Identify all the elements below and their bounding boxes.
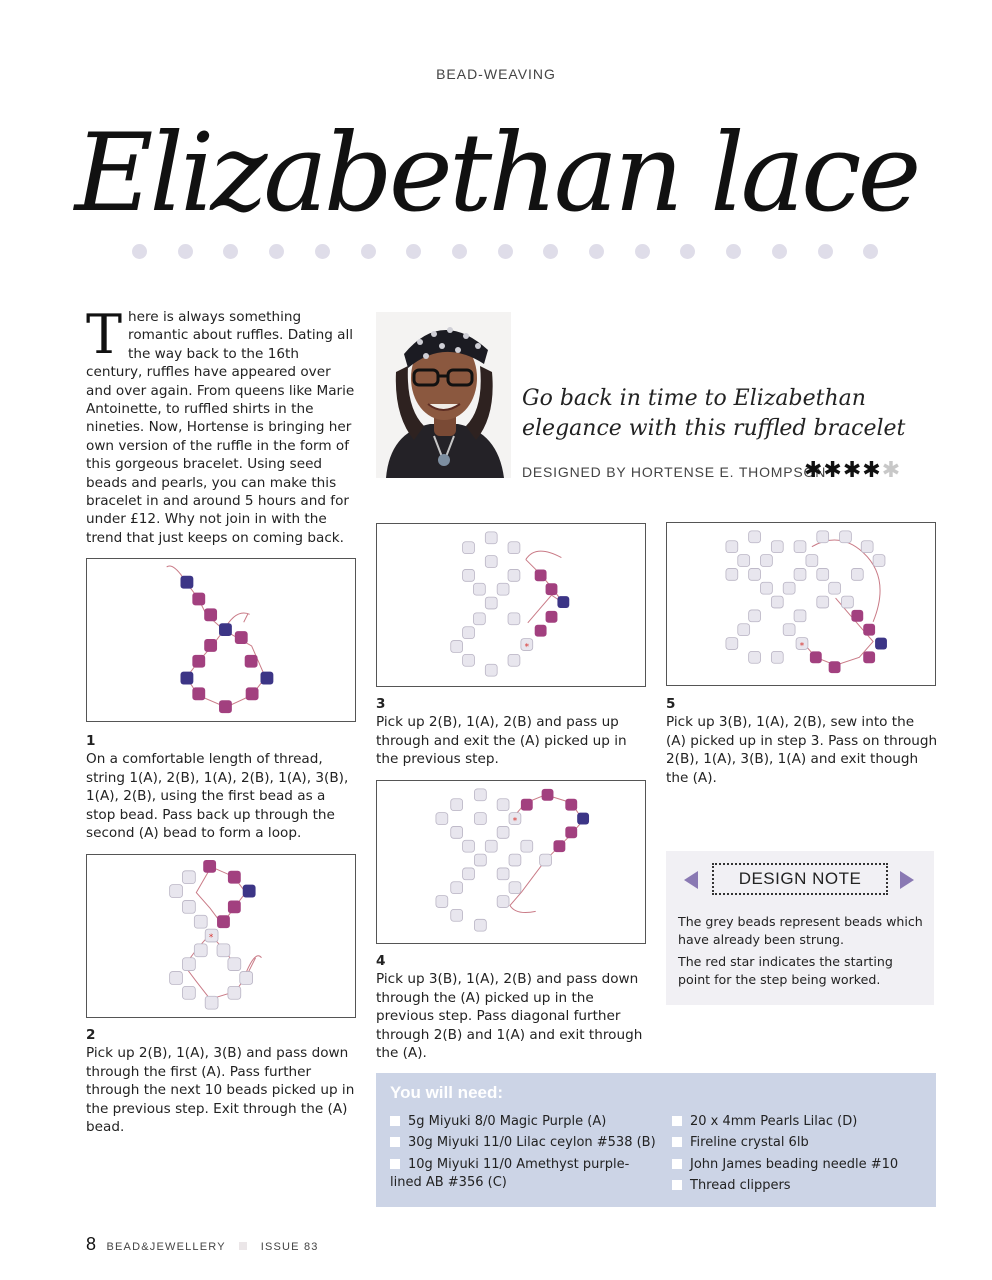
step-4-diagram xyxy=(376,780,646,944)
svg-text:*: * xyxy=(799,641,805,652)
svg-text:*: * xyxy=(524,642,530,653)
step-4-number: 4 xyxy=(376,953,386,969)
designer-credit: DESIGNED BY HORTENSE E. THOMPSON xyxy=(522,464,827,480)
list-item: 5g Miyuki 8/0 Magic Purple (A) xyxy=(390,1113,658,1131)
step-3-instructions: Pick up 2(B), 1(A), 2(B) and pass up through and exit the (A) picked up in the previous step. xyxy=(376,714,627,768)
materials-title: You will need: xyxy=(390,1083,504,1102)
list-item: Thread clippers xyxy=(672,1177,922,1195)
arrow-right-icon xyxy=(900,871,914,889)
checkbox-icon xyxy=(390,1137,400,1147)
design-note-box xyxy=(666,851,934,1005)
design-note-text-1: The grey beads represent beads which have already been strung. xyxy=(678,914,923,948)
materials-list-right xyxy=(672,1113,922,1199)
list-item: John James beading needle #10 xyxy=(672,1156,922,1174)
issue-number: ISSUE 83 xyxy=(260,1241,319,1253)
step-2-number: 2 xyxy=(86,1027,96,1043)
step-5-text xyxy=(666,695,938,787)
step-2-text xyxy=(86,1026,358,1136)
list-item: 30g Miyuki 11/0 Lilac ceylon #538 (B) xyxy=(390,1134,658,1152)
svg-text:*: * xyxy=(208,932,214,943)
rating-filled-stars: ✱✱✱✱ xyxy=(804,458,882,483)
step-4-instructions: Pick up 3(B), 1(A), 2(B) and pass down through the (A) picked up in the previous step. Pass diagonal further through 2(B) and 1(A) and exit through the (A). xyxy=(376,971,643,1062)
designer-portrait xyxy=(376,312,511,478)
step-3-number: 3 xyxy=(376,696,386,712)
page-footer xyxy=(86,1234,319,1255)
design-note-text-2: The red star indicates the starting point for the step being worked. xyxy=(678,954,893,988)
list-item: Fireline crystal 6lb xyxy=(672,1134,922,1152)
step-1-text xyxy=(86,732,358,842)
step-5-number: 5 xyxy=(666,696,676,712)
checkbox-icon xyxy=(672,1137,682,1147)
section-label: BEAD-WEAVING xyxy=(436,66,556,82)
footer-separator xyxy=(239,1242,247,1250)
rating-empty-star: ✱ xyxy=(881,458,902,483)
difficulty-rating xyxy=(804,458,901,483)
svg-text:*: * xyxy=(512,816,518,827)
step-3-diagram xyxy=(376,523,646,687)
list-item: 20 x 4mm Pearls Lilac (D) xyxy=(672,1113,922,1131)
step-4-text xyxy=(376,952,648,1062)
step-5-instructions: Pick up 3(B), 1(A), 2(B), sew into the (A) picked up in step 3. Pass on through 2(B), 1(A), 3(B), 1(A) and exit though the (A). xyxy=(666,714,938,786)
step-1-diagram xyxy=(86,558,356,722)
checkbox-icon xyxy=(672,1159,682,1169)
step-1-number: 1 xyxy=(86,733,96,749)
checkbox-icon xyxy=(390,1116,400,1126)
drop-cap: T xyxy=(86,303,123,366)
article-subtitle: Go back in time to Elizabethan elegance with this ruffled bracelet xyxy=(522,386,906,441)
step-3-text xyxy=(376,695,648,769)
step-1-instructions: On a comfortable length of thread, string 1(A), 2(B), 1(A), 2(B), 1(A), 3(B), 1(A), 2(B), using the first bead as a stop bead. Pass back up through the second (A) bead to form a loop. xyxy=(86,751,349,842)
magazine-name: BEAD&JEWELLERY xyxy=(106,1241,226,1253)
step-5-diagram xyxy=(666,522,936,686)
article-title: Elizabethan lace xyxy=(74,111,918,236)
design-note-heading: DESIGN NOTE xyxy=(712,863,888,895)
decorative-dot-divider xyxy=(132,244,880,260)
intro-text: here is always something romantic about ruffles. Dating all the way back to the 16th century, ruffles have appeared over and over again. From queens like Marie Antoinette, to ruffled shirts in the nineties. Now, Hortense is bringing her own version of the ruffle in the form of this gorgeous bracelet. Using seed beads and pearls, you can make this bracelet in and around 5 hours and for under £12. Why not join in with the trend that just keeps on coming back. xyxy=(86,309,355,546)
step-2-diagram xyxy=(86,854,356,1018)
step-2-instructions: Pick up 2(B), 1(A), 3(B) and pass down through the first (A). Pass further through the next 10 beads picked up in the previous step. Exit through the (A) bead. xyxy=(86,1045,355,1136)
checkbox-icon xyxy=(390,1159,400,1169)
intro-paragraph xyxy=(86,303,358,547)
list-item: 10g Miyuki 11/0 Amethyst purple-lined AB #356 (C) xyxy=(390,1156,630,1190)
checkbox-icon xyxy=(672,1116,682,1126)
page-number: 8 xyxy=(86,1234,97,1254)
materials-box xyxy=(376,1073,936,1207)
materials-list-left xyxy=(390,1113,658,1195)
arrow-left-icon xyxy=(684,871,698,889)
checkbox-icon xyxy=(672,1180,682,1190)
